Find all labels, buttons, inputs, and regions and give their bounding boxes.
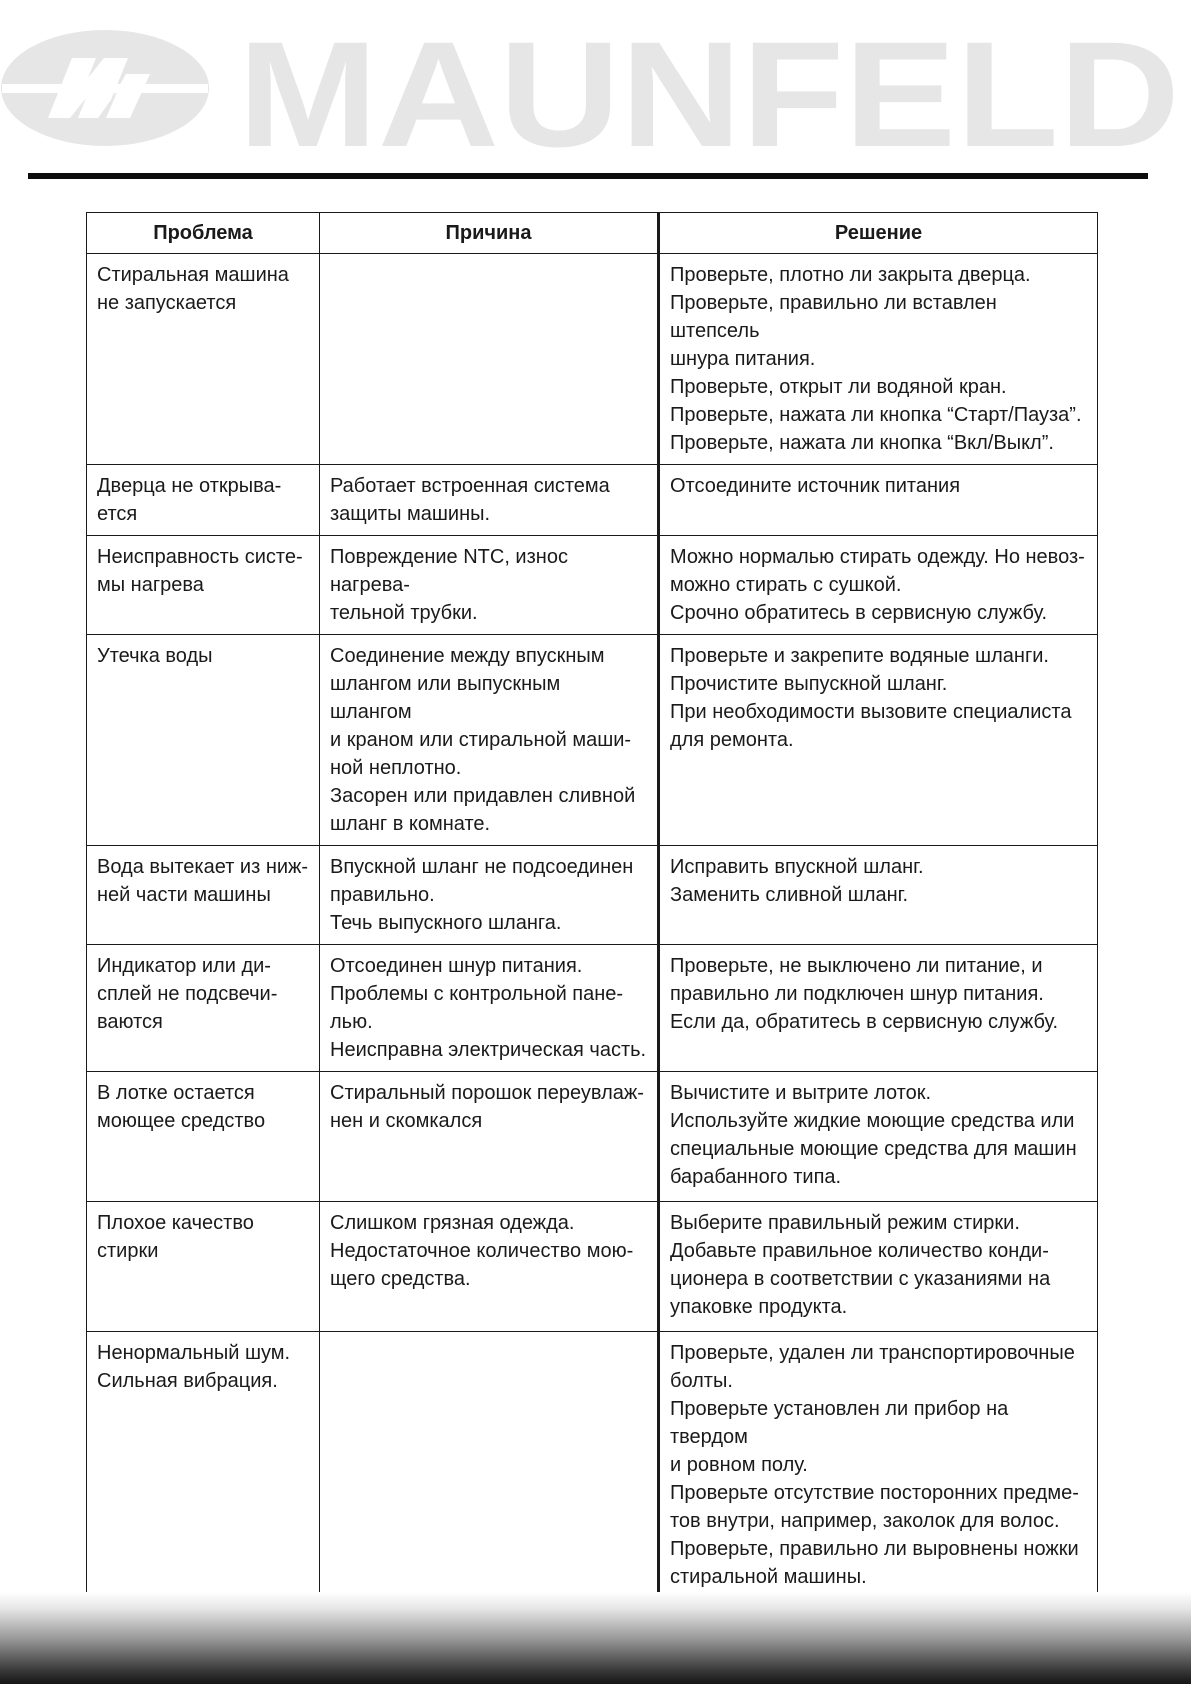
- cell-text-line: Стиральный порошок переувлаж-: [330, 1082, 644, 1104]
- cell-text-line: Исправить впускной шланг.: [670, 856, 924, 878]
- cell-text-line: Стиральная машина: [97, 264, 289, 286]
- cell-text-line: защиты машины.: [330, 503, 491, 525]
- problem-cell: [87, 1072, 320, 1202]
- cell-text-line: сплей не подсвечи-: [97, 983, 278, 1005]
- cell-text-line: ной неплотно.: [330, 757, 462, 779]
- cell-text-line: Течь выпускного шланга.: [330, 912, 562, 934]
- cell-text-line: Можно нормалью стирать одежду. Но невоз-: [670, 546, 1085, 568]
- cell-text-line: Отсоедините источник питания: [670, 475, 961, 497]
- cell-text-line: правильно ли подключен шнур питания.: [670, 983, 1044, 1005]
- cause-cell: [320, 1072, 659, 1202]
- cell-text-line: Проверьте и закрепите водяные шланги.: [670, 645, 1049, 667]
- cause-cell: [320, 1332, 659, 1608]
- cell-text-line: тов внутри, например, заколок для волос.: [670, 1510, 1060, 1532]
- cell-text-line: Впускной шланг не подсоединен: [330, 856, 634, 878]
- cause-cell: [320, 846, 659, 945]
- cell-text-line: тельной трубки.: [330, 602, 478, 624]
- cell-text-line: ется: [97, 503, 138, 525]
- table-header-row: [87, 213, 1098, 254]
- cell-text-line: Проверьте, открыт ли водяной кран.: [670, 376, 1007, 398]
- problem-cell: [87, 1332, 320, 1608]
- solution-cell: [659, 846, 1098, 945]
- solution-cell: [659, 945, 1098, 1072]
- cell-text-line: лью.: [330, 1011, 373, 1033]
- cell-text-line: болты.: [670, 1370, 733, 1392]
- cell-text-line: При необходимости вызовите специалиста: [670, 701, 1072, 723]
- problem-cell: [87, 465, 320, 536]
- cell-text-line: Утечка воды: [97, 645, 213, 667]
- cell-text-line: стирки: [97, 1240, 159, 1262]
- cell-text-line: нен и скомкался: [330, 1110, 483, 1132]
- cell-text-line: Проверьте, правильно ли выровнены ножки: [670, 1538, 1079, 1560]
- cell-text-line: Ненормальный шум.: [97, 1342, 291, 1364]
- problem-cell: [87, 254, 320, 465]
- cell-text-line: Индикатор или ди-: [97, 955, 271, 977]
- footer-gradient-band: [0, 1592, 1191, 1684]
- cell-text-line: правильно.: [330, 884, 435, 906]
- cell-text-line: Заменить сливной шланг.: [670, 884, 909, 906]
- cell-text-line: Работает встроенная система: [330, 475, 610, 497]
- cell-text-line: щего средства.: [330, 1268, 471, 1290]
- cell-text-line: Проблемы с контрольной пане-: [330, 983, 624, 1005]
- brand-wordmark: MAUNFELD: [238, 14, 1180, 164]
- table-row: [87, 536, 1098, 635]
- table-row: [87, 254, 1098, 465]
- maunfeld-logo: [0, 14, 1191, 164]
- cause-cell: [320, 254, 659, 465]
- column-header-cause: Причина: [320, 213, 659, 254]
- cell-text-line: Проверьте установлен ли прибор на твердом: [670, 1398, 1014, 1448]
- cell-text-line: Недостаточное количество мою-: [330, 1240, 634, 1262]
- cell-text-line: Засорен или придавлен сливной: [330, 785, 636, 807]
- cell-text-line: Соединение между впускным: [330, 645, 605, 667]
- header-divider: [28, 173, 1148, 179]
- solution-cell: [659, 254, 1098, 465]
- solution-cell: [659, 536, 1098, 635]
- cell-text-line: можно стирать с сушкой.: [670, 574, 902, 596]
- cell-text-line: Неисправность систе-: [97, 546, 303, 568]
- cell-text-line: и ровном полу.: [670, 1454, 808, 1476]
- cause-cell: [320, 635, 659, 846]
- cell-text-line: Проверьте отсутствие посторонних предме-: [670, 1482, 1079, 1504]
- cell-text-line: Срочно обратитесь в сервисную службу.: [670, 602, 1048, 624]
- column-header-solution: Решение: [659, 213, 1098, 254]
- problem-cell: [87, 635, 320, 846]
- table-row: [87, 465, 1098, 536]
- table-row: [87, 846, 1098, 945]
- cell-text-line: В лотке остается: [97, 1082, 255, 1104]
- problem-cell: [87, 846, 320, 945]
- cell-text-line: Неисправна электрическая часть.: [330, 1039, 647, 1061]
- solution-cell: [659, 1072, 1098, 1202]
- troubleshooting-table: [86, 212, 1098, 1608]
- cell-text-line: Прочистите выпускной шланг.: [670, 673, 948, 695]
- cell-text-line: ционера в соответствии с указаниями на: [670, 1268, 1051, 1290]
- cell-text-line: Используйте жидкие моющие средства или: [670, 1110, 1075, 1132]
- cell-text-line: для ремонта.: [670, 729, 794, 751]
- problem-cell: [87, 536, 320, 635]
- cell-text-line: Дверца не открыва-: [97, 475, 282, 497]
- cell-text-line: упаковке продукта.: [670, 1296, 848, 1318]
- cell-text-line: Сильная вибрация.: [97, 1370, 278, 1392]
- table-row: [87, 1072, 1098, 1202]
- cell-text-line: и краном или стиральной маши-: [330, 729, 632, 751]
- cell-text-line: не запускается: [97, 292, 237, 314]
- solution-cell: [659, 635, 1098, 846]
- column-header-problem: Проблема: [87, 213, 320, 254]
- cell-text-line: шлангом или выпускным шлангом: [330, 673, 566, 723]
- table-row: [87, 1202, 1098, 1332]
- table-row: [87, 635, 1098, 846]
- cell-text-line: стиральной машины.: [670, 1566, 867, 1588]
- table-row: [87, 945, 1098, 1072]
- cell-text-line: моющее средство: [97, 1110, 266, 1132]
- cell-text-line: Вода вытекает из ниж-: [97, 856, 309, 878]
- cell-text-line: Вычистите и вытрите лоток.: [670, 1082, 931, 1104]
- cell-text-line: Слишком грязная одежда.: [330, 1212, 575, 1234]
- cell-text-line: Добавьте правильное количество конди-: [670, 1240, 1049, 1262]
- brand-header: [0, 14, 1191, 164]
- cause-cell: [320, 536, 659, 635]
- cell-text-line: барабанного типа.: [670, 1166, 842, 1188]
- solution-cell: [659, 1202, 1098, 1332]
- cause-cell: [320, 1202, 659, 1332]
- cell-text-line: шланг в комнате.: [330, 813, 491, 835]
- cell-text-line: специальные моющие средства для машин: [670, 1138, 1077, 1160]
- cell-text-line: Повреждение NTC, износ нагрева-: [330, 546, 574, 596]
- maunfeld-logo-emblem: [1, 30, 209, 146]
- cause-cell: [320, 465, 659, 536]
- cell-text-line: мы нагрева: [97, 574, 204, 596]
- cell-text-line: Выберите правильный режим стирки.: [670, 1212, 1020, 1234]
- cell-text-line: Проверьте, нажата ли кнопка “Старт/Пауза”.: [670, 404, 1082, 426]
- cell-text-line: Проверьте, нажата ли кнопка “Вкл/Выкл”.: [670, 432, 1054, 454]
- cell-text-line: ней части машины: [97, 884, 271, 906]
- cause-cell: [320, 945, 659, 1072]
- table-row: [87, 1332, 1098, 1608]
- cell-text-line: Проверьте, удален ли транспортировочные: [670, 1342, 1075, 1364]
- cell-text-line: шнура питания.: [670, 348, 816, 370]
- cell-text-line: Плохое качество: [97, 1212, 254, 1234]
- cell-text-line: Проверьте, плотно ли закрыта дверца.: [670, 264, 1031, 286]
- cell-text-line: Проверьте, не выключено ли питание, и: [670, 955, 1043, 977]
- cell-text-line: Проверьте, правильно ли вставлен штепсель: [670, 292, 1003, 342]
- problem-cell: [87, 1202, 320, 1332]
- problem-cell: [87, 945, 320, 1072]
- cell-text-line: ваются: [97, 1011, 163, 1033]
- solution-cell: [659, 465, 1098, 536]
- cell-text-line: Отсоединен шнур питания.: [330, 955, 583, 977]
- solution-cell: [659, 1332, 1098, 1608]
- cell-text-line: Если да, обратитесь в сервисную службу.: [670, 1011, 1059, 1033]
